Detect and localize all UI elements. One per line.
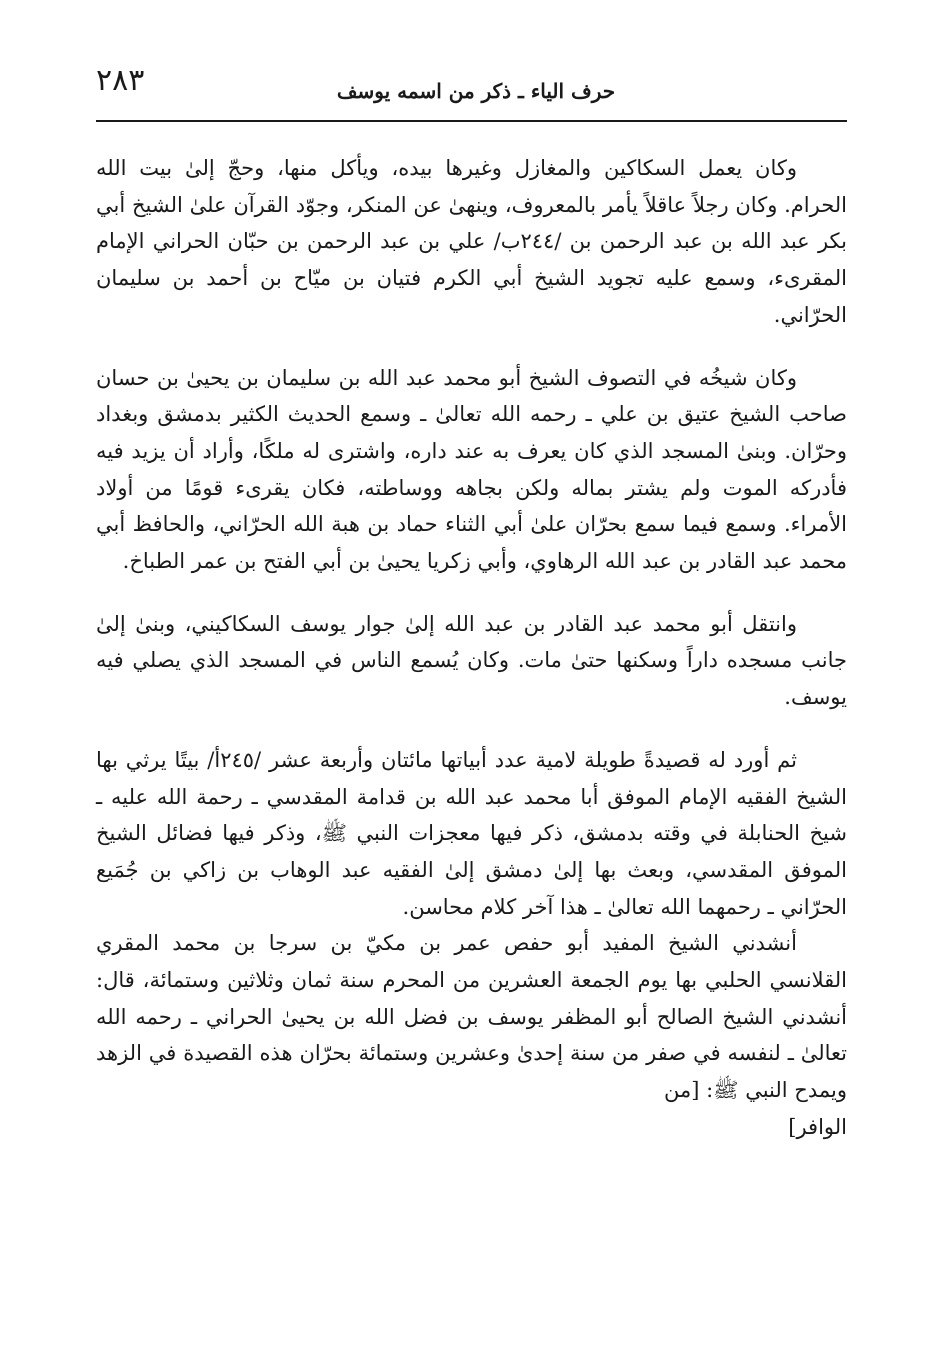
running-head: حرف الياء ـ ذكر من اسمه يوسف bbox=[336, 79, 616, 103]
paragraph: وانتقل أبو محمد عبد القادر بن عبد الله إلىٰ جوار يوسف السكاكيني، وبنىٰ إلىٰ جانب مسجده داراً وسكنها حتىٰ مات. وكان يُسمع الناس في المسجد الذي يصلي فيه يوسف. bbox=[96, 611, 847, 710]
final-paragraph bbox=[96, 925, 847, 1145]
paragraph: ثم أورد له قصيدةً طويلة لامية عدد أبياتها مائتان وأربعة عشر /٢٤٥أ/ بيتًا يرثي بها الشيخ الفقيه الإمام الموفق أبا محمد عبد الله بن قدامة المقدسي ـ رحمة الله عليه ـ شيخ الحنابلة في وقته بدمشق، ذكر فيها معجزات النبي ﷺ، وذكر فيها فضائل الشيخ الموفق المقدسي، وبعث بها إلىٰ دمشق إلىٰ الفقيه عبد الوهاب بن زاكي بن جُمَيع الحرّاني ـ رحمهما الله تعالىٰ ـ هذا آخر كلام محاسن. bbox=[96, 747, 847, 919]
verse-meter-label: الوافر] bbox=[788, 1114, 847, 1139]
paragraph: وكان شيخُه في التصوف الشيخ أبو محمد عبد الله بن سليمان بن يحيىٰ بن حسان صاحب الشيخ عتيق بن علي ـ رحمه الله تعالىٰ ـ وسمع الحديث الكثير بدمشق وبغداد وحرّان. وبنىٰ المسجد الذي كان يعرف به عند داره، واشترى له ملكًا، وأراد أن يزيد فيه فأدركه الموت ولم يشتر بماله ولكن بجاهه ووساطته، فكان يقرىء قومًا من أولاد الأمراء. وسمع فيما سمع بحرّان علىٰ أبي الثناء حماد بن هبة الله الحرّاني، والحافظ أبي محمد عبد القادر بن عبد الله الرهاوي، وأبي زكريا يحيىٰ بن أبي الفتح بن عمر الطباخ. bbox=[96, 365, 847, 574]
paragraph: وكان يعمل السكاكين والمغازل وغيرها بيده، ويأكل منها، وحجّ إلىٰ بيت الله الحرام. وكان رجلاً عاقلاً يأمر بالمعروف، وينهىٰ عن المنكر، وجوّد القرآن علىٰ الشيخ أبي بكر عبد الله بن عبد الرحمن بن /٢٤٤ب/ علي بن عبد الرحمن بن حبّان الحراني الإمام المقرىء، وسمع عليه تجويد الشيخ أبي الكرم فتيان بن ميّاح بن أحمد بن سليمان الحرّاني. bbox=[96, 156, 847, 327]
body-text bbox=[96, 150, 847, 1146]
paragraph: أنشدني الشيخ المفيد أبو حفص عمر بن مكيّ بن سرجا بن محمد المقري القلانسي الحلبي بها يوم الجمعة العشرين من المحرم سنة ثمان وثلاثين وستمائة، قال: أنشدني الشيخ الصالح أبو المظفر يوسف بن فضل الله بن يحيىٰ الحراني ـ رحمه الله تعالىٰ ـ لنفسه في صفر من سنة إحدىٰ وعشرين وستمائة بحرّان هذه القصيدة في الزهد ويمدح النبي ﷺ: [من bbox=[96, 931, 847, 1103]
header-rule bbox=[96, 120, 847, 122]
page-number: ٢٨٣ bbox=[96, 63, 145, 98]
page-header bbox=[96, 62, 846, 120]
